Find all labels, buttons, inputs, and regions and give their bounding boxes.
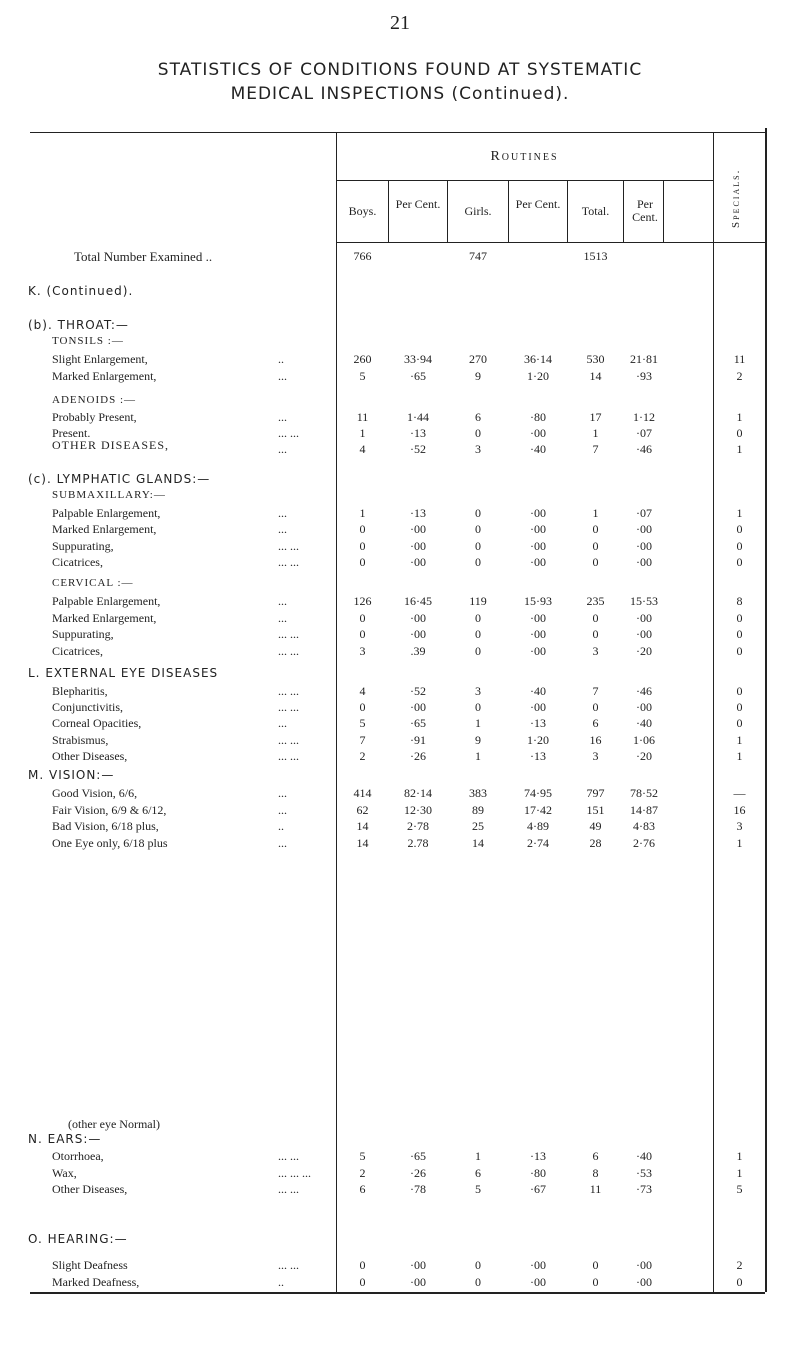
cell-girls: 0 [475,644,481,658]
section-external-eye: L. EXTERNAL EYE DISEASES [28,666,219,680]
cell-boys: 1 [359,426,366,440]
page-title: STATISTICS OF CONDITIONS FOUND AT SYSTEMATIC [157,60,643,80]
row-leader-dots: ... [278,594,287,608]
cell-total-per-cent: 2·76 [633,836,655,850]
row-leader-dots: ... ... [278,733,299,747]
cell-specials: 1 [736,1166,743,1180]
row-label: Other Diseases, [52,1182,128,1196]
row-label: Marked Deafness, [52,1275,140,1289]
row-leader-dots: ... ... [278,555,299,569]
cell-specials: 0 [736,644,743,658]
row-label: Other Diseases, [52,749,128,763]
page-subtitle: MEDICAL INSPECTIONS (Continued). [230,84,570,104]
cell-boys-per-cent: ·13 [410,506,426,520]
cell-girls: 1 [475,749,481,763]
cell-boys-per-cent: .39 [410,644,426,658]
cell-specials: 11 [733,352,746,366]
cell-boys: 0 [359,1275,366,1289]
subsection-other-diseases: OTHER DISEASES, [52,438,170,452]
cell-total: 0 [592,539,599,553]
row-leader-dots: .. [278,1275,284,1289]
cell-total: 0 [592,555,599,569]
cell-boys-per-cent: ·00 [410,700,426,714]
row-leader-dots: ... ... [278,539,299,553]
cell-girls: 0 [475,506,481,520]
cell-boys: 0 [359,1258,366,1272]
cell-girls: 9 [475,733,481,747]
cell-total-per-cent: 4·83 [633,819,655,833]
cell-total-per-cent: ·00 [636,611,652,625]
routines-header: Routines [490,149,559,164]
cell-boys-per-cent: ·78 [410,1182,426,1196]
cell-specials: 8 [736,594,743,608]
cell-boys-per-cent: ·00 [410,611,426,625]
column-rule-right [765,128,767,1292]
row-label: Bad Vision, 6/18 plus, [52,819,159,833]
cell-boys-per-cent: ·00 [410,539,426,553]
row-leader-dots: .. [278,819,284,833]
cell-specials: 1 [736,749,743,763]
cell-girls: 25 [472,819,484,833]
row-label: Palpable Enlargement, [52,506,161,520]
cell-total-per-cent: ·20 [636,749,652,763]
cell-boys: 5 [359,1149,366,1163]
cell-total-per-cent: 1·06 [633,733,655,747]
cell-boys-per-cent: 2·78 [407,819,429,833]
row-leader-dots: ... [278,522,287,536]
row-label: Suppurating, [52,627,114,641]
row-leader-dots: ... ... [278,1149,299,1163]
row-label: Palpable Enlargement, [52,594,161,608]
row-label: Marked Enlargement, [52,522,157,536]
total-per-cent-header: Per Cent. [632,197,658,224]
total-examined-girls: 747 [469,249,487,263]
cell-total-per-cent: ·00 [636,627,652,641]
cell-girls: 119 [469,594,487,608]
cell-total-per-cent: 14·87 [630,803,658,817]
cell-total-per-cent: ·46 [636,442,652,456]
cell-girls-per-cent: ·13 [530,749,546,763]
row-leader-dots: .. [278,352,284,366]
cell-girls: 1 [475,1149,481,1163]
row-leader-dots: ... ... [278,644,299,658]
cell-boys: 4 [359,684,366,698]
cell-specials: 2 [736,1258,743,1272]
total-examined-boys: 766 [353,249,372,263]
cell-boys: 0 [359,555,366,569]
row-leader-dots: ... ... [278,700,299,714]
cell-total: 6 [592,1149,599,1163]
row-label: Otorrhoea, [52,1149,104,1163]
cell-boys-per-cent: ·52 [410,684,426,698]
cell-boys-per-cent: ·91 [410,733,426,747]
cell-boys: 62 [356,803,369,817]
cell-girls-per-cent: ·13 [530,1149,546,1163]
cell-specials: 0 [736,555,743,569]
cell-boys-per-cent: 1·44 [407,410,429,424]
cell-boys-per-cent: ·26 [410,1166,426,1180]
cell-specials: — [733,786,746,800]
cell-girls-per-cent: 1·20 [527,733,549,747]
row-label: Corneal Opacities, [52,716,142,730]
table-top-rule [30,132,765,133]
cell-boys: 414 [353,786,372,800]
cell-girls: 0 [475,611,481,625]
cell-girls-per-cent: ·00 [530,539,546,553]
cell-girls: 0 [475,555,481,569]
cell-total: 151 [586,803,605,817]
cell-girls-per-cent: ·00 [530,426,546,440]
cell-total: 0 [592,611,599,625]
row-label: Slight Deafness [52,1258,128,1272]
section-throat: (b). THROAT:— [28,318,129,332]
cell-boys: 4 [359,442,366,456]
cell-total-per-cent: ·53 [636,1166,652,1180]
section-ears: N. EARS:— [28,1132,102,1146]
cell-total: 17 [589,410,602,424]
cell-girls: 9 [475,369,481,383]
cell-girls-per-cent: ·67 [530,1182,546,1196]
cell-boys: 2 [359,1166,366,1180]
cell-girls-per-cent: ·80 [530,410,546,424]
cell-boys: 5 [359,369,366,383]
cell-girls: 3 [475,442,481,456]
cell-girls: 0 [475,1258,481,1272]
cell-specials: 0 [736,426,743,440]
cell-boys: 0 [359,539,366,553]
cell-boys-per-cent: 33·94 [404,352,432,366]
cell-girls-per-cent: ·80 [530,1166,546,1180]
total-header: Total. [581,204,610,218]
cell-total-per-cent: ·07 [636,426,652,440]
cell-total-per-cent: 1·12 [633,410,655,424]
section-vision: M. VISION:— [28,768,115,782]
cell-specials: 2 [736,369,743,383]
row-leader-dots: ... [278,506,287,520]
row-leader-dots: ... [278,803,287,817]
cell-girls: 14 [472,836,484,850]
cell-total: 6 [592,716,599,730]
row-leader-dots: ... [278,369,287,383]
cell-boys: 0 [359,522,366,536]
cell-total: 0 [592,627,599,641]
cell-girls-per-cent: 4·89 [527,819,549,833]
cell-boys-per-cent: 16·45 [404,594,432,608]
cell-specials: 0 [736,522,743,536]
cell-boys: 0 [359,700,366,714]
cell-girls-per-cent: ·00 [530,1258,546,1272]
cell-boys: 260 [353,352,372,366]
row-label: Fair Vision, 6/9 & 6/12, [52,803,167,817]
cell-girls: 0 [475,700,481,714]
cell-total: 0 [592,1258,599,1272]
cell-girls-per-cent: 15·93 [524,594,552,608]
cell-total: 7 [592,442,599,456]
cell-girls: 383 [469,786,487,800]
cell-specials: 0 [736,1275,743,1289]
cell-girls: 0 [475,539,481,553]
cell-total-per-cent: ·20 [636,644,652,658]
row-label: Conjunctivitis, [52,700,124,714]
cell-total-per-cent: ·46 [636,684,652,698]
cell-boys-per-cent: ·65 [410,369,426,383]
cell-total-per-cent: ·00 [636,700,652,714]
cell-boys: 11 [356,410,369,424]
cell-specials: 3 [736,819,743,833]
cell-total: 28 [589,836,602,850]
row-label: Marked Enlargement, [52,369,157,383]
cell-total-per-cent: ·07 [636,506,652,520]
subsection-tonsils: TONSILS :— [52,335,124,347]
cell-specials: 0 [736,611,743,625]
cell-total-per-cent: ·00 [636,1275,652,1289]
cell-girls: 5 [475,1182,481,1196]
cell-boys-per-cent: 12·30 [404,803,432,817]
row-label: Strabismus, [52,733,109,747]
cell-total-per-cent: ·40 [636,716,652,730]
row-leader-dots: ... ... ... [278,1166,311,1180]
header-divider-6 [663,181,664,242]
row-leader-dots: ... ... [278,1258,299,1272]
total-examined-total: 1513 [583,249,608,263]
cell-total: 3 [592,749,599,763]
row-label: Probably Present, [52,410,137,424]
cell-total-per-cent: 21·81 [630,352,658,366]
cell-total: 0 [592,700,599,714]
cell-girls-per-cent: ·00 [530,611,546,625]
cell-total-per-cent: ·00 [636,1258,652,1272]
cell-boys-per-cent: 2.78 [407,836,429,850]
cell-total: 3 [592,644,599,658]
cell-girls: 6 [475,410,481,424]
cell-total-per-cent: ·00 [636,522,652,536]
cell-total-per-cent: ·73 [636,1182,652,1196]
row-label: Wax, [52,1166,77,1180]
cell-girls: 1 [475,716,481,730]
cell-total-per-cent: 78·52 [630,786,658,800]
cell-total: 7 [592,684,599,698]
cell-girls: 3 [475,684,481,698]
table-bottom-rule [30,1292,765,1294]
cell-boys-per-cent: ·52 [410,442,426,456]
cell-specials: 1 [736,442,743,456]
cell-boys: 2 [359,749,366,763]
cell-girls-per-cent: ·00 [530,1275,546,1289]
cell-girls: 0 [475,522,481,536]
one-eye-note: (other eye Normal) [68,1117,160,1131]
boys-header: Boys. [348,204,377,218]
row-leader-dots: ... [278,716,287,730]
cell-total-per-cent: ·93 [636,369,652,383]
cell-boys-per-cent: ·00 [410,1258,426,1272]
cell-boys-per-cent: 82·14 [404,786,432,800]
cell-girls-per-cent: 36·14 [524,352,552,366]
cell-boys-per-cent: ·26 [410,749,426,763]
cell-boys: 0 [359,627,366,641]
cell-total: 49 [589,819,602,833]
routines-underline [336,180,713,181]
header-divider-5 [623,181,624,242]
subsection-adenoids: ADENOIDS :— [52,394,137,406]
cell-girls: 0 [475,627,481,641]
section-lymphatic: (c). LYMPHATIC GLANDS:— [28,472,211,486]
row-leader-dots: ... ... [278,627,299,641]
cell-total: 1 [592,506,599,520]
cell-specials: 0 [736,684,743,698]
row-leader-dots: ... ... [278,1182,299,1196]
row-leader-dots: ... [278,786,287,800]
cell-boys-per-cent: ·65 [410,1149,426,1163]
cell-total: 16 [589,733,602,747]
page-number: 21 [390,12,410,34]
row-label: Present. [52,426,91,440]
cell-boys: 5 [359,716,366,730]
cell-specials: 0 [736,539,743,553]
cell-boys: 1 [359,506,366,520]
cell-specials: 0 [736,700,743,714]
section-hearing: O. HEARING:— [28,1232,128,1246]
cell-specials: 1 [736,410,743,424]
cell-girls: 89 [472,803,484,817]
cell-total-per-cent: ·00 [636,555,652,569]
cell-total: 235 [586,594,605,608]
cell-boys-per-cent: ·00 [410,555,426,569]
cell-boys: 14 [356,819,369,833]
row-leader-dots: ... ... [278,426,299,440]
cell-specials: 16 [733,803,746,817]
boys-per-cent-header: Per Cent. [395,197,441,211]
cell-specials: 0 [736,627,743,641]
subsection-cervical: CERVICAL :— [52,577,134,589]
cell-girls: 0 [475,1275,481,1289]
row-leader-dots: ... [278,836,287,850]
row-label: Cicatrices, [52,644,103,658]
cell-specials: 1 [736,733,743,747]
cell-specials: 0 [736,716,743,730]
cell-girls-per-cent: ·40 [530,442,546,456]
girls-header: Girls. [464,204,492,218]
row-label: Good Vision, 6/6, [52,786,138,800]
cell-boys-per-cent: ·00 [410,1275,426,1289]
row-leader-dots: ... [278,442,287,456]
cell-girls: 270 [469,352,487,366]
cell-boys: 126 [353,594,372,608]
cell-girls: 0 [475,426,481,440]
section-k: K. (Continued). [28,284,134,298]
cell-girls: 6 [475,1166,481,1180]
cell-girls-per-cent: ·13 [530,716,546,730]
cell-boys: 6 [359,1182,366,1196]
cell-girls-per-cent: 17·42 [524,803,552,817]
cell-girls-per-cent: ·00 [530,627,546,641]
cell-total-per-cent: ·40 [636,1149,652,1163]
row-leader-dots: ... ... [278,749,299,763]
header-underline [336,242,766,243]
cell-girls-per-cent: ·00 [530,700,546,714]
cell-total-per-cent: ·00 [636,539,652,553]
header-divider-3 [508,181,509,242]
row-label: Blepharitis, [52,684,108,698]
header-divider-1 [388,181,389,242]
cell-total: 14 [589,369,602,383]
cell-specials: 1 [736,836,743,850]
cell-total-per-cent: 15·53 [630,594,658,608]
row-leader-dots: ... ... [278,684,299,698]
row-label: Slight Enlargement, [52,352,148,366]
cell-specials: 1 [736,506,743,520]
cell-total: 11 [589,1182,602,1196]
cell-boys-per-cent: ·65 [410,716,426,730]
row-label: Marked Enlargement, [52,611,157,625]
cell-total: 530 [586,352,605,366]
cell-boys: 3 [359,644,366,658]
cell-boys: 14 [356,836,369,850]
cell-total: 797 [586,786,605,800]
cell-total: 0 [592,1275,599,1289]
cell-specials: 5 [736,1182,743,1196]
row-label: One Eye only, 6/18 plus [52,836,168,850]
cell-girls-per-cent: ·00 [530,644,546,658]
specials-header: Specials. [730,168,742,228]
cell-boys: 0 [359,611,366,625]
cell-girls-per-cent: 74·95 [524,786,552,800]
cell-girls-per-cent: 1·20 [527,369,549,383]
subsection-submaxillary: SUBMAXILLARY:— [52,489,166,501]
total-examined-label: Total Number Examined .. [74,249,213,264]
row-leader-dots: ... [278,410,287,424]
row-label: Cicatrices, [52,555,103,569]
cell-girls-per-cent: ·40 [530,684,546,698]
cell-girls-per-cent: 2·74 [527,836,549,850]
row-label: Suppurating, [52,539,114,553]
cell-total: 0 [592,522,599,536]
cell-girls-per-cent: ·00 [530,522,546,536]
cell-total: 8 [592,1166,599,1180]
cell-specials: 1 [736,1149,743,1163]
cell-boys-per-cent: ·00 [410,522,426,536]
cell-total: 1 [592,426,599,440]
girls-per-cent-header: Per Cent. [515,197,561,211]
cell-boys-per-cent: ·13 [410,426,426,440]
cell-girls-per-cent: ·00 [530,555,546,569]
cell-boys: 7 [359,733,366,747]
row-leader-dots: ... [278,611,287,625]
cell-girls-per-cent: ·00 [530,506,546,520]
cell-boys-per-cent: ·00 [410,627,426,641]
